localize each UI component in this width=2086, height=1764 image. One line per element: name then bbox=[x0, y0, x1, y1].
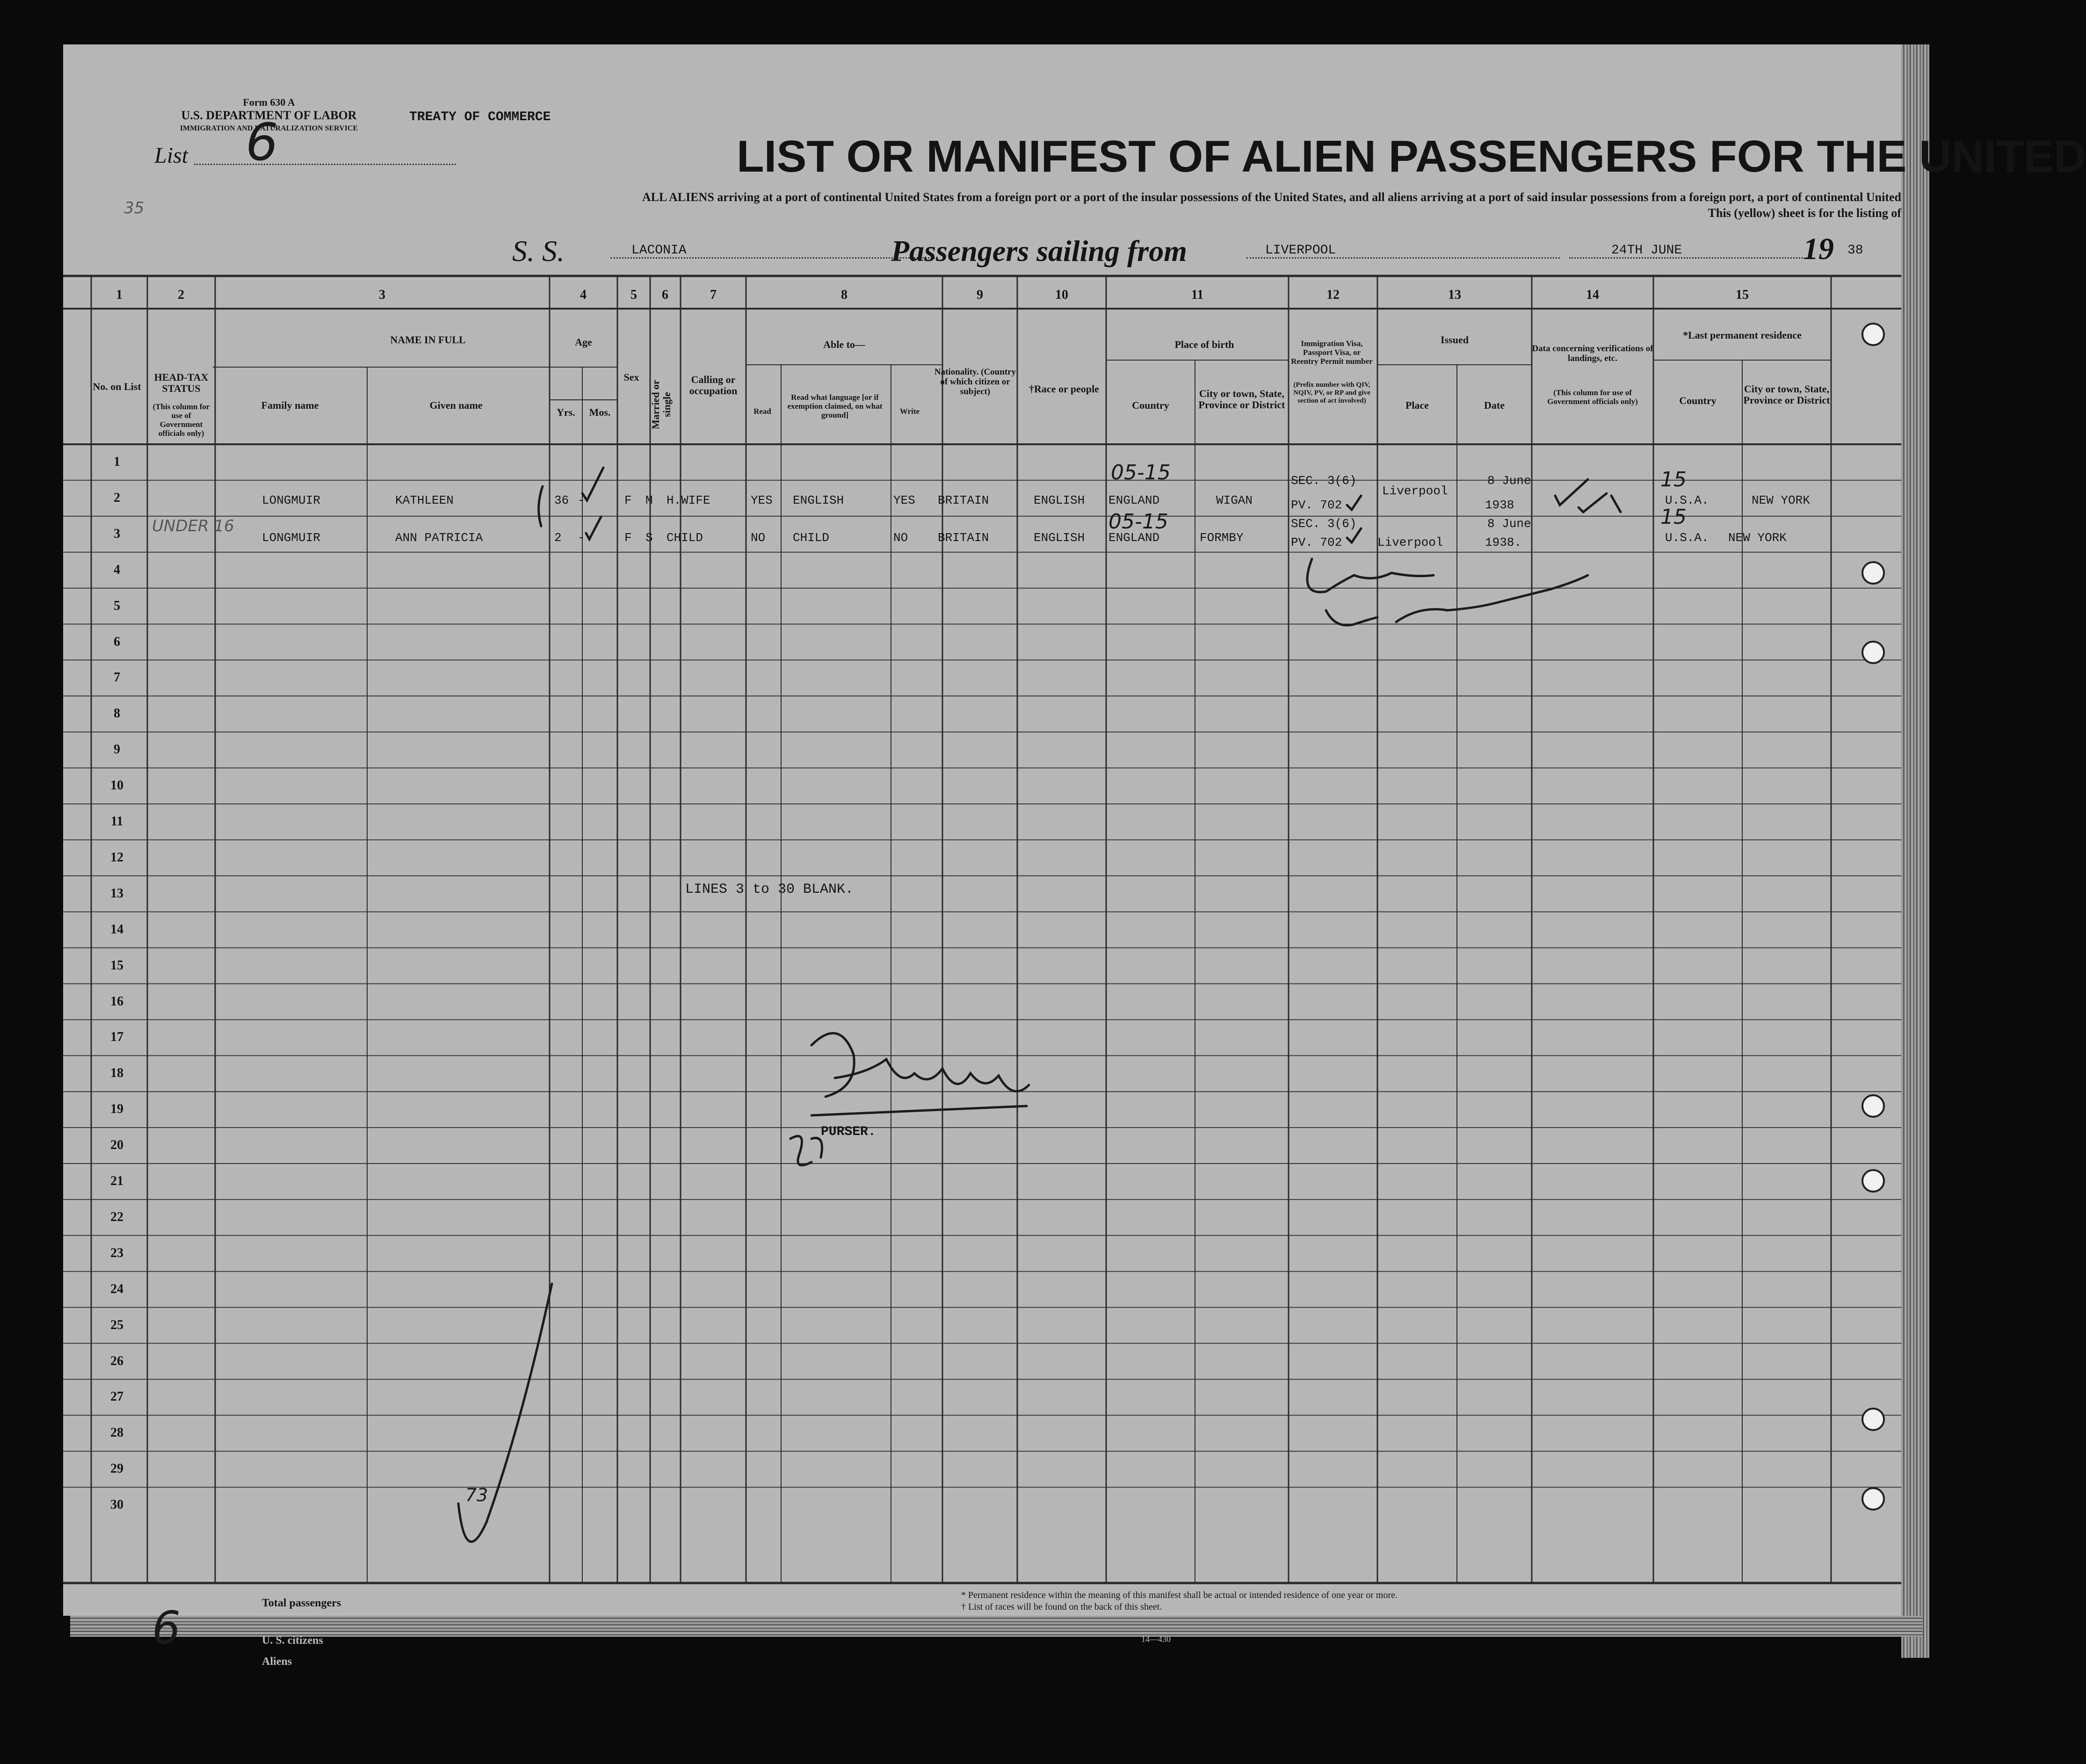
column-number: 4 bbox=[580, 288, 587, 302]
list-label: List bbox=[154, 143, 188, 168]
header-last-residence: *Last permanent residence bbox=[1683, 329, 1802, 341]
marital-status-cell: S bbox=[645, 531, 653, 545]
manifest-title: LIST OR MANIFEST OF ALIEN PASSENGERS FOR THE UNITED bbox=[737, 131, 2086, 181]
row-number: 28 bbox=[110, 1425, 123, 1440]
year-prefix: 19 bbox=[1803, 232, 1834, 266]
row-number: 14 bbox=[110, 922, 123, 937]
year-suffix: 38 bbox=[1847, 243, 1863, 258]
sex-cell: F bbox=[624, 531, 632, 545]
header-birth-city: City or town, State, Province or District bbox=[1198, 388, 1285, 411]
nationality-cell: BRITAIN bbox=[938, 531, 989, 545]
row-number: 7 bbox=[114, 670, 120, 685]
read-cell: YES bbox=[751, 493, 773, 507]
occupation-cell: H.WIFE bbox=[666, 493, 710, 507]
stacked-page-edges-bottom bbox=[70, 1616, 1922, 1637]
punch-hole bbox=[1861, 561, 1885, 585]
row-number: 18 bbox=[110, 1066, 123, 1081]
header-head-tax-note: (This column for use of Government officials only) bbox=[152, 402, 210, 438]
header-years: Yrs. bbox=[557, 406, 575, 418]
row-number: 21 bbox=[110, 1174, 123, 1188]
list-number: 6 bbox=[246, 112, 278, 172]
issued-place-cell: Liverpool bbox=[1382, 484, 1448, 498]
check-mark bbox=[1347, 528, 1361, 542]
column-number: 13 bbox=[1448, 288, 1461, 302]
row-number: 20 bbox=[110, 1138, 123, 1153]
marital-status-cell: M bbox=[645, 493, 653, 507]
header-write: Write bbox=[899, 407, 920, 416]
write-cell: YES bbox=[893, 493, 915, 507]
purser-label: PURSER. bbox=[821, 1125, 876, 1139]
header-race: †Race or people bbox=[1029, 383, 1099, 395]
footnote-races: † List of races will be found on the back of this sheet. bbox=[961, 1602, 1162, 1612]
row-number: 19 bbox=[110, 1102, 123, 1117]
row-number: 9 bbox=[114, 742, 120, 757]
treaty-stamp: TREATY OF COMMERCE bbox=[409, 110, 551, 124]
row-number: 23 bbox=[110, 1245, 123, 1260]
sailing-label: Passengers sailing from bbox=[891, 234, 1187, 267]
header-issued: Issued bbox=[1441, 334, 1469, 346]
inspector-signature bbox=[1307, 559, 1588, 625]
form-number: Form 630 A bbox=[243, 96, 295, 108]
subtitle-line-2: This (yellow) sheet is for the listing of bbox=[1708, 206, 1901, 220]
issued-year-cell: 1938. bbox=[1485, 535, 1522, 549]
visa-section-cell: SEC. 3(6) bbox=[1291, 474, 1357, 488]
row-number: 16 bbox=[110, 994, 123, 1009]
row-number: 5 bbox=[114, 598, 120, 613]
punch-hole bbox=[1861, 323, 1885, 346]
header-visa: Immigration Visa, Passport Visa, or Reentry Permit number bbox=[1291, 339, 1373, 366]
header-calling: Calling or occupation bbox=[689, 374, 738, 397]
department-name: U.S. DEPARTMENT OF LABOR bbox=[181, 108, 357, 122]
row-number: 26 bbox=[110, 1353, 123, 1368]
nationality-cell: BRITAIN bbox=[938, 493, 989, 507]
header-head-tax: HEAD-TAX STATUS bbox=[154, 371, 209, 394]
check-mark bbox=[1579, 493, 1607, 512]
punch-hole bbox=[1861, 1408, 1885, 1431]
header-age: Age bbox=[575, 336, 592, 348]
column-number: 14 bbox=[1586, 288, 1599, 302]
column-number: 5 bbox=[630, 288, 637, 302]
row-number: 15 bbox=[110, 958, 123, 973]
residence-code-cell: 15 bbox=[1660, 505, 1687, 529]
header-issued-place: Place bbox=[1405, 399, 1429, 411]
header-place-of-birth: Place of birth bbox=[1174, 339, 1234, 350]
row-number: 12 bbox=[110, 850, 123, 865]
punch-hole bbox=[1861, 1094, 1885, 1118]
visa-section-cell: SEC. 3(6) bbox=[1291, 517, 1357, 531]
sailing-date: 24TH JUNE bbox=[1611, 243, 1682, 258]
check-mark bbox=[586, 517, 601, 539]
birth-city-cell: WIGAN bbox=[1216, 493, 1253, 507]
stacked-page-edges bbox=[1901, 44, 1929, 1658]
write-cell: NO bbox=[893, 531, 908, 545]
header-birth-country: Country bbox=[1132, 399, 1169, 411]
subtitle-line-1: ALL ALIENS arriving at a port of continental United States from a foreign port or a port of the insular possessions of the United States, and all aliens arriving at a port of said insular possessions from a foreign port, a port of continental United bbox=[642, 190, 1901, 204]
birth-country-cell: ENGLAND bbox=[1108, 531, 1160, 545]
column-number: 15 bbox=[1736, 288, 1749, 302]
purser-initials bbox=[790, 1136, 822, 1165]
handwritten-annotations bbox=[63, 44, 1901, 1616]
bracket-mark bbox=[539, 486, 543, 526]
print-code: 14—430 bbox=[1141, 1634, 1171, 1644]
margin-mark: 35 bbox=[124, 199, 145, 217]
dash-mark bbox=[1611, 496, 1621, 512]
row-number: 1 bbox=[114, 455, 120, 469]
race-cell: ENGLISH bbox=[1034, 531, 1085, 545]
column-number: 2 bbox=[178, 288, 184, 302]
check-mark bbox=[1555, 479, 1588, 505]
header-residence-country: Country bbox=[1679, 395, 1717, 406]
header-name-in-full: NAME IN FULL bbox=[390, 334, 466, 346]
row-number: 25 bbox=[110, 1317, 123, 1332]
row-number: 24 bbox=[110, 1281, 123, 1296]
row-number: 2 bbox=[114, 490, 120, 505]
check-mark bbox=[582, 468, 603, 500]
issued-year-cell: 1938 bbox=[1485, 498, 1514, 512]
family-name-cell: LONGMUIR bbox=[262, 531, 320, 545]
given-name-cell: ANN PATRICIA bbox=[395, 531, 483, 545]
punch-hole bbox=[1861, 1169, 1885, 1193]
given-name-cell: KATHLEEN bbox=[395, 493, 454, 507]
check-mark bbox=[1347, 496, 1361, 510]
age-years-cell: 2 bbox=[554, 531, 562, 545]
header-sex: Sex bbox=[623, 371, 639, 383]
row-number: 3 bbox=[114, 526, 120, 541]
ship-name: LACONIA bbox=[631, 243, 687, 258]
column-number: 6 bbox=[662, 288, 668, 302]
read-cell: NO bbox=[751, 531, 766, 545]
header-months: Mos. bbox=[589, 406, 611, 418]
header-married-or-single: Married or single bbox=[650, 380, 673, 429]
row-number: 6 bbox=[114, 634, 120, 649]
row-number: 27 bbox=[110, 1389, 123, 1404]
column-number: 7 bbox=[710, 288, 717, 302]
visa-number-cell: PV. 702 bbox=[1291, 498, 1342, 512]
purser-signature bbox=[811, 1033, 1029, 1115]
column-number: 8 bbox=[841, 288, 847, 302]
total-passengers-label: Total passengers bbox=[262, 1597, 341, 1609]
row-number: 13 bbox=[110, 886, 123, 901]
footer-page-number: 6 bbox=[152, 1602, 181, 1654]
tally-mark: 73 bbox=[465, 1485, 488, 1505]
ss-label: S. S. bbox=[512, 234, 565, 267]
header-read: Read bbox=[753, 407, 771, 416]
row-number: 17 bbox=[110, 1030, 123, 1045]
header-nationality: Nationality. (Country of which citizen or subject) bbox=[934, 367, 1016, 397]
sex-cell: F bbox=[624, 493, 632, 507]
row-number: 29 bbox=[110, 1461, 123, 1476]
footnote-residence: * Permanent residence within the meaning of this manifest shall be actual or intended residence of one year or more. bbox=[961, 1590, 1398, 1600]
family-name-cell: LONGMUIR bbox=[262, 493, 320, 507]
punch-hole bbox=[1861, 641, 1885, 664]
issued-date-cell: 8 June bbox=[1487, 517, 1531, 531]
age-months-cell: - bbox=[578, 531, 585, 545]
birth-country-cell: ENGLAND bbox=[1108, 493, 1160, 507]
column-number: 3 bbox=[379, 288, 385, 302]
aliens-label: Aliens bbox=[262, 1656, 292, 1668]
header-verifications-note: (This column for use of Government officials only) bbox=[1547, 388, 1638, 406]
age-months-cell: - bbox=[578, 493, 585, 507]
header-issued-date: Date bbox=[1484, 399, 1505, 411]
row-number: 30 bbox=[110, 1497, 123, 1512]
blank-lines-note: LINES 3 to 30 BLANK. bbox=[685, 882, 854, 897]
residence-country-cell: U.S.A. bbox=[1665, 531, 1709, 545]
row-number: 22 bbox=[110, 1209, 123, 1224]
service-name: IMMIGRATION AND NATURALIZATION SERVICE bbox=[180, 124, 358, 132]
header-verifications: Data concerning verifications of landings, etc. bbox=[1532, 344, 1653, 363]
residence-country-cell: U.S.A. bbox=[1665, 493, 1709, 507]
residence-city-cell: NEW YORK bbox=[1752, 493, 1810, 507]
birth-code-cell: 05-15 bbox=[1111, 461, 1171, 484]
visa-number-cell: PV. 702 bbox=[1291, 535, 1342, 549]
language-cell: CHILD bbox=[793, 531, 830, 545]
header-read-language: Read what language [or if exemption claimed, on what ground] bbox=[787, 393, 883, 419]
head-tax-cell: UNDER 16 bbox=[152, 517, 234, 535]
occupation-cell: CHILD bbox=[666, 531, 703, 545]
age-years-cell: 36 bbox=[554, 493, 569, 507]
race-cell: ENGLISH bbox=[1034, 493, 1085, 507]
departure-port: LIVERPOOL bbox=[1265, 243, 1336, 258]
language-cell: ENGLISH bbox=[793, 493, 844, 507]
issued-place-cell: Liverpool bbox=[1377, 535, 1443, 549]
header-able-to: Able to— bbox=[823, 339, 865, 350]
column-number: 9 bbox=[977, 288, 983, 302]
punch-hole bbox=[1861, 1487, 1885, 1511]
header-family-name: Family name bbox=[261, 399, 319, 411]
header-residence-city: City or town, State, Province or District bbox=[1743, 383, 1830, 406]
issued-date-cell: 8 June bbox=[1487, 474, 1531, 488]
row-number: 10 bbox=[110, 778, 123, 793]
row-number: 11 bbox=[110, 814, 123, 829]
header-visa-note: (Prefix number with QIV, NQIV, PV, or RP and give section of act involved) bbox=[1293, 381, 1370, 405]
birth-city-cell: FORMBY bbox=[1200, 531, 1244, 545]
residence-city-cell: NEW YORK bbox=[1728, 531, 1787, 545]
birth-code-cell: 05-15 bbox=[1108, 510, 1168, 534]
column-number: 12 bbox=[1326, 288, 1340, 302]
us-citizens-label: U. S. citizens bbox=[262, 1634, 323, 1647]
column-number: 1 bbox=[116, 288, 123, 302]
column-number: 10 bbox=[1055, 288, 1068, 302]
residence-code-cell: 15 bbox=[1660, 468, 1687, 492]
row-number: 8 bbox=[114, 706, 120, 721]
column-number: 11 bbox=[1191, 288, 1204, 302]
header-no-on-list: No. on List bbox=[93, 381, 141, 392]
header-given-name: Given name bbox=[429, 399, 483, 411]
row-number: 4 bbox=[114, 562, 120, 577]
